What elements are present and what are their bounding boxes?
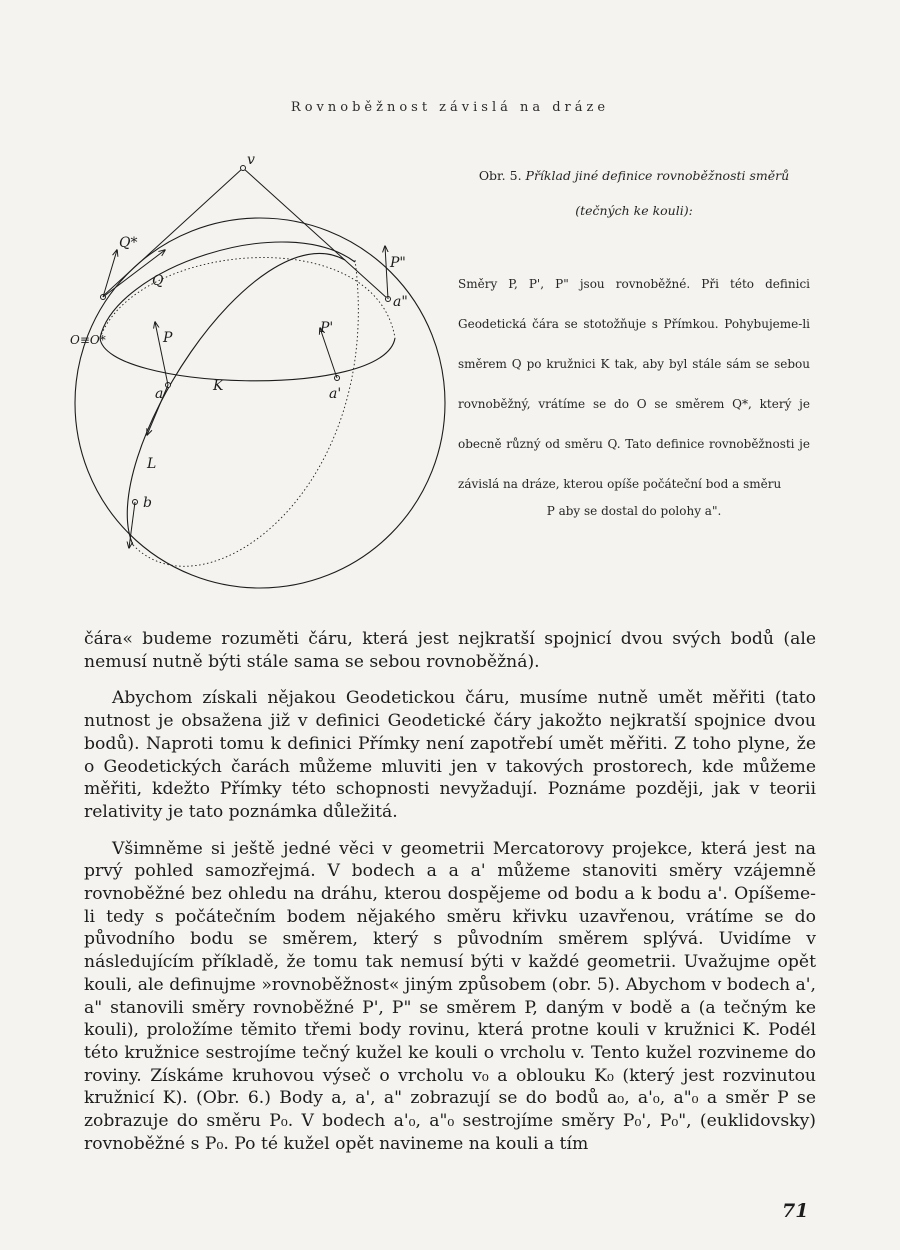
paragraph: Abychom získali nějakou Geodetickou čáru, musíme nutně umět měřiti (tato nutnost je obsažena již v definici Geodetické čáry jakožto nejkratší spojnice dvou bodů). Naproti tomu k definici Přímky není zapotřebí umět měřiti. Z toho plyne, že o Geodetických čarách můžeme mluviti jen v takových prostorech, kde můžeme měřiti, kdežto Přímky této schopnosti nevyžadují. Poznáme později, jak v teorii relativity je tato poznámka důležitá. xyxy=(84,688,816,822)
label-k: K xyxy=(213,378,224,394)
cone-line-left xyxy=(102,168,243,297)
label-a-prime: a' xyxy=(329,386,342,402)
label-l: L xyxy=(147,456,157,472)
figure-caption xyxy=(458,168,810,518)
label-v: v xyxy=(247,152,255,168)
caption-last-line: P aby se dostal do polohy a". xyxy=(546,504,722,518)
running-head: Rovnoběžnost závislá na dráze xyxy=(290,100,610,115)
caption-subtitle: (tečných ke kouli): xyxy=(575,203,693,218)
cone-line-right xyxy=(243,168,388,299)
sphere-outline xyxy=(75,218,445,588)
label-b: b xyxy=(143,495,152,511)
body-text xyxy=(84,628,816,1155)
caption-title xyxy=(458,168,810,183)
circle-k-back xyxy=(100,258,395,338)
caption-number: Obr. 5. xyxy=(478,168,522,183)
caption-title-text: Příklad jiné definice rovnoběžnosti směrů xyxy=(525,168,790,183)
sphere-diagram xyxy=(55,150,455,600)
arrow-p-dbl xyxy=(385,246,388,299)
paragraph: čára« budeme rozuměti čáru, která jest nejkratší spojnicí dvou svých bodů (ale nemusí nutně býti stále sama se sebou rovnoběžná). xyxy=(84,629,816,672)
label-q-star: Q* xyxy=(119,235,138,251)
page-number: 71 xyxy=(782,1200,809,1222)
label-p-dbl: P" xyxy=(390,255,406,271)
label-p: P xyxy=(163,330,173,346)
paragraph: Všimněme si ještě jedné věci v geometrii Mercatorovy projekce, která jest na prvý pohled samozřejmá. V bodech a a a' můžeme stanoviti směry vzájemně rovnoběžné bez ohledu na dráhu, kterou dospějeme od bodu a k bodu a'. Opíšeme-li tedy s počátečním bodem nějakého směru křivku uzavřenou, vrátíme se do původního bodu se směrem, který s původním směrem splývá. Uvidíme v následujícím příkladě, že tomu tak nemusí býti v každé geometrii. Uvažujme opět kouli, ale definujme »rovnoběžnost« jiným způsobem (obr. 5). Abychom v bodech a', a" stanovili směry rovnoběžné P', P" se směrem P, daným v bodě a (a tečným ke kouli), proložíme těmito třemi body rovinu, která protne kouli v kružnici K. Podél této kružnice sestrojíme tečný kužel ke kouli o vrcholu v. Tento kužel rozvineme do roviny. Získáme kruhovou výseč o vrcholu v₀ a oblouku K₀ (který jest rozvinutou kružnicí K). (Obr. 6.) Body a, a', a" zobrazují se do bodů a₀, a'₀, a"₀ a směr P se zobrazuje do směru P₀. V bodech a'₀, a"₀ sestrojíme směry P₀', P₀", (euklidovsky) rovnoběžné s P₀. Po té kužel opět navineme na kouli a tím xyxy=(84,838,816,1154)
circle-k-upper xyxy=(100,242,355,338)
circle-k-front xyxy=(100,338,395,381)
label-o: O≡O* xyxy=(70,333,106,347)
caption-body: Směry P, P', P" jsou rovnoběžné. Při této definici Geodetická čára se stotožňuje s Přímkou. Pohybujeme-li směrem Q po kružnici K tak, aby byl stále sám se sebou rovnoběžný, vrátíme se do O se směrem Q*, který je obecně různý od směru Q. Tato definice rovnoběžnosti je závislá na dráze, kterou opíše počáteční bod a směru xyxy=(458,277,810,491)
label-a-dbl: a" xyxy=(393,294,408,310)
figure-5 xyxy=(55,150,455,600)
curve-l-dotted xyxy=(133,260,358,566)
label-p-prime: P' xyxy=(320,320,334,336)
vertex-v-dot xyxy=(241,166,246,171)
label-a: a xyxy=(155,386,164,402)
label-q: Q xyxy=(152,273,164,289)
